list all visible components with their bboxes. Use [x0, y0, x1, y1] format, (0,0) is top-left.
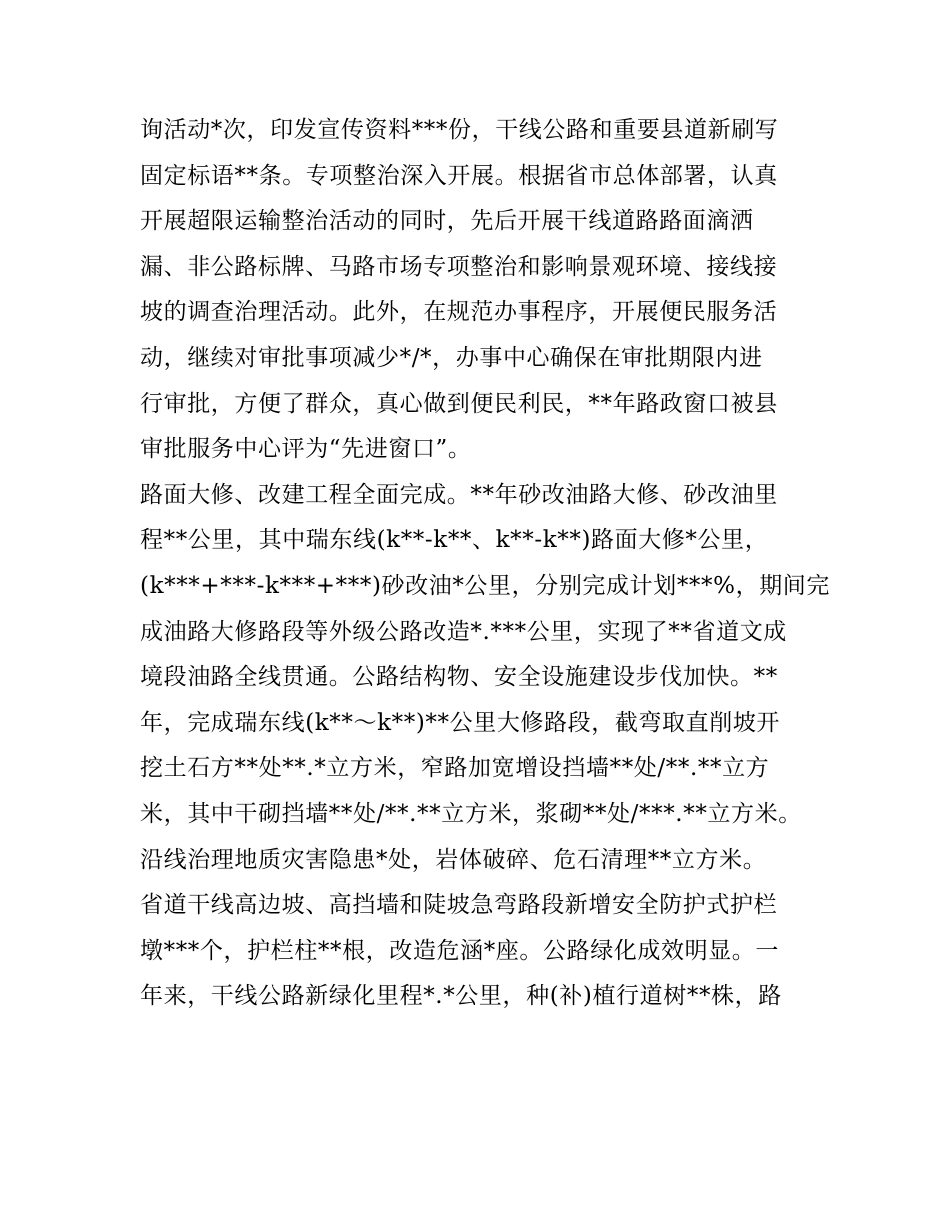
text-line: 成油路大修路段等外级公路改造*.***公里，实现了**省道文成	[140, 618, 787, 645]
text-line: 固定标语**条。专项整治深入开展。根据省市总体部署，认真	[140, 162, 778, 189]
text-line: 境段油路全线贯通。公路结构物、安全设施建设步伐加快。**	[140, 664, 778, 691]
text-line: (k***+***-k***+***)砂改油*公里，分别完成计划***%，期间完	[140, 572, 830, 599]
body-text	[140, 108, 830, 1020]
text-line: 路面大修、改建工程全面完成。**年砂改油路大修、砂改油里	[140, 481, 778, 508]
text-line: 年来，干线公路新绿化里程*.*公里，种(补)植行道树**株，路	[140, 983, 782, 1010]
text-line: 漏、非公路标牌、马路市场专项整治和影响景观环境、接线接	[140, 253, 778, 280]
text-line: 沿线治理地质灾害隐患*处，岩体破碎、危石清理**立方米。	[140, 846, 767, 873]
text-line: 审批服务中心评为“先进窗口”。	[140, 436, 472, 463]
text-line: 开展超限运输整治活动的同时，先后开展干线道路路面滴洒	[140, 208, 754, 235]
text-line: 米，其中干砌挡墙**处/**.**立方米，浆砌**处/***.**立方米。	[140, 800, 802, 827]
text-line: 程**公里，其中瑞东线(k**-k**、k**-k**)路面大修*公里，	[140, 527, 769, 554]
text-line: 询活动*次，印发宣传资料***份，干线公路和重要县道新刷写	[140, 117, 779, 143]
text-line: 坡的调查治理活动。此外，在规范办事程序，开展便民服务活	[140, 299, 778, 326]
text-line: 省道干线高边坡、高挡墙和陡坡急弯路段新增安全防护式护栏	[140, 892, 778, 919]
text-line: 挖土石方**处**.*立方米，窄路加宽增设挡墙**处/**.**立方	[140, 755, 770, 782]
text-line: 墩***个，护栏柱**根，改造危涵*座。公路绿化成效明显。一	[140, 937, 779, 964]
text-line: 动，继续对审批事项减少*/*，办事中心确保在审批期限内进	[140, 344, 763, 371]
text-line: 年，完成瑞东线(k**～k**)**公里大修路段，截弯取直削坡开	[140, 709, 781, 736]
text-line: 行审批，方便了群众，真心做到便民利民，**年路政窗口被县	[140, 390, 778, 417]
